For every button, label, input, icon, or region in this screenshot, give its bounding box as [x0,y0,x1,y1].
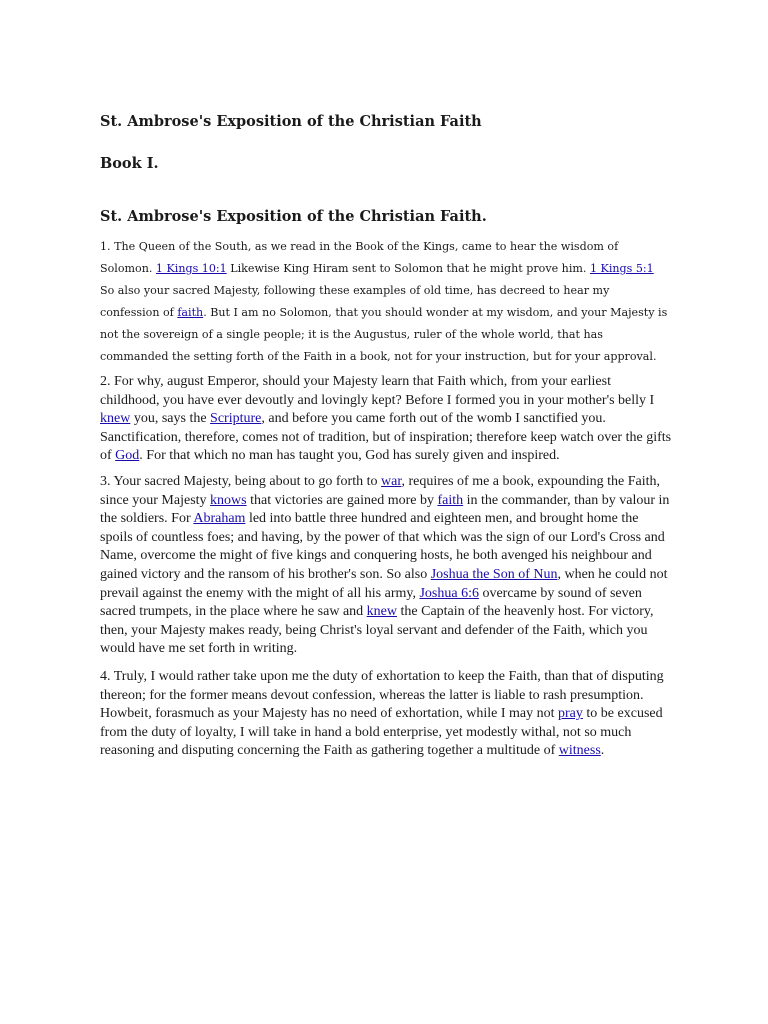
section-heading: St. Ambrose's Exposition of the Christian Faith. [100,208,487,225]
link-knew[interactable]: knew [100,411,131,427]
link-scripture[interactable]: Scripture [210,411,262,427]
link-pray[interactable]: pray [558,706,583,722]
paragraph-2: 2. For why, august Emperor, should your Majesty learn that Faith which, from your earliest childhood, you have ever devoutly and lovingly kept? Before I formed you in your mother's belly I knew you, says the Scripture, and before you came forth out of the womb I sanctified you. Sanctification, therefore, comes not of tradition, but of inspiration; therefore keep watch over the gifts of God. For that which no man has taught you, God has surely given and inspired. [100,374,672,464]
link-joshua-6-6[interactable]: Joshua 6:6 [419,585,479,601]
link-1-kings-10-1[interactable]: 1 Kings 10:1 [155,262,227,275]
paragraph-1: 1. The Queen of the South, as we read in the Book of the Kings, came to hear the wisdom of Solomon. 1 Kings 10:1 Likewise King Hiram sent to Solomon that he might prove him. 1 Kings 5:1 So also your sacred Majesty, following these examples of old time, has decreed to hear my confession of faith. But I am no Solomon, that you should wonder at my wisdom, and your Majesty is not the sovereign of a single people; it is the Augustus, ruler of the whole world, that has commanded the setting forth of the Faith in a book, not for your instruction, but for your approval. [100,240,668,363]
link-knows[interactable]: knows [210,492,247,508]
document-title: St. Ambrose's Exposition of the Christian Faith [100,113,482,130]
link-faith[interactable]: faith [177,306,204,319]
link-knew-2[interactable]: knew [366,604,397,620]
link-faith-2[interactable]: faith [437,492,464,508]
link-joshua-son-of-nun[interactable]: Joshua the Son of Nun [430,566,558,582]
link-war[interactable]: war [381,474,402,489]
link-witness[interactable]: witness [558,743,601,759]
link-abraham[interactable]: Abraham [193,511,246,527]
paragraph-3: 3. Your sacred Majesty, being about to go forth to war, requires of me a book, expounding the Faith, since your Majesty knows that victories are gained more by faith in the commander, than by valour in the soldiers. For Abraham led into battle three hundred and eighteen men, and brought home the spoils of countless foes; and having, by the power of that which was the sign of our Lord's Cross and Name, overcome the might of five kings and conquering hosts, he both avenged his neighbour and gained victory and the ransom of his brother's son. So also Joshua the Son of Nun, when he could not prevail against the enemy with the might of all his army, Joshua 6:6 overcame by sound of seven sacred trumpets, in the place where he saw and knew the Captain of the heavenly host. For victory, then, your Majesty makes ready, being Christ's loyal servant and defender of the Faith, which you would have me set forth in writing. [100,474,670,657]
link-1-kings-5-1[interactable]: 1 Kings 5:1 [589,262,654,275]
book-heading: Book I. [100,155,159,172]
paragraph-4: 4. Truly, I would rather take upon me the duty of exhortation to keep the Faith, than that of disputing thereon; for the former means devout confession, whereas the latter is liable to rash presumption. Howbeit, forasmuch as your Majesty has no need of exhortation, while I may not pray to be excused from the duty of loyalty, I will take in hand a bold enterprise, yet modestly withal, not so much reasoning and disputing concerning the Faith as gathering together a multitude of witness. [100,669,664,759]
link-god[interactable]: God [115,448,140,464]
